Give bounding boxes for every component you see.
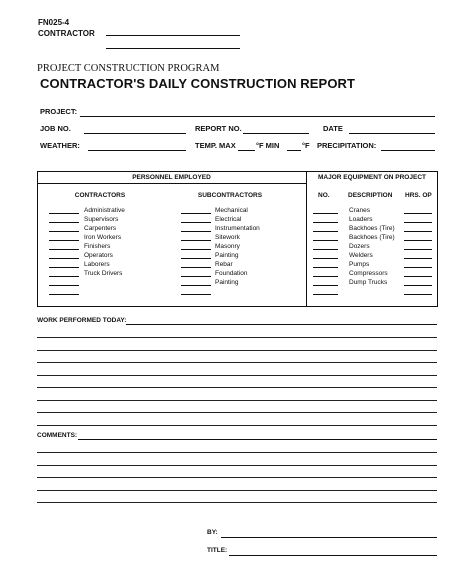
subcontractor-item: Electrical	[215, 216, 242, 223]
date-field[interactable]	[349, 133, 435, 134]
work-line[interactable]	[37, 412, 437, 413]
contractor-item: Truck Drivers	[84, 270, 123, 277]
equipment-hrs-field[interactable]	[404, 240, 432, 241]
subcontractor-item: Rebar	[215, 261, 233, 268]
project-label: PROJECT:	[40, 107, 78, 116]
subcontractor-item: Foundation	[215, 270, 248, 277]
equipment-title: MAJOR EQUIPMENT ON PROJECT	[318, 174, 426, 181]
subcontractor-item: Instrumentation	[215, 225, 260, 232]
equipment-no-field[interactable]	[313, 285, 338, 286]
subcontractor-item: Mechanical	[215, 207, 248, 214]
temp-min-label: °F MIN	[256, 141, 280, 150]
comment-line[interactable]	[37, 465, 437, 466]
report-title: CONTRACTOR'S DAILY CONSTRUCTION REPORT	[40, 76, 356, 91]
contractor-count-field[interactable]	[49, 240, 79, 241]
work-line[interactable]	[37, 400, 437, 401]
contractor-item: Operators	[84, 252, 113, 259]
equipment-no-field[interactable]	[313, 213, 338, 214]
contractor-count-field[interactable]	[49, 213, 79, 214]
equipment-no-field[interactable]	[313, 267, 338, 268]
report-no-field[interactable]	[243, 133, 309, 134]
subcontractor-count-field[interactable]	[181, 222, 211, 223]
work-performed-label: WORK PERFORMED TODAY:	[37, 317, 127, 324]
equipment-no-field[interactable]	[313, 258, 338, 259]
equipment-item: Pumps	[349, 261, 370, 268]
work-line[interactable]	[37, 337, 437, 338]
equipment-item: Cranes	[349, 207, 370, 214]
subcontractor-count-field[interactable]	[181, 249, 211, 250]
equipment-hrs-field[interactable]	[404, 213, 432, 214]
contractor-count-field[interactable]	[49, 294, 79, 295]
equipment-hrs-field[interactable]	[404, 294, 432, 295]
contractor-item: Carpenters	[84, 225, 117, 232]
precipitation-label: PRECIPITATION:	[317, 141, 377, 150]
equipment-hrs-field[interactable]	[404, 285, 432, 286]
comments-label: COMMENTS:	[37, 432, 78, 439]
comment-line[interactable]	[37, 452, 437, 453]
work-line[interactable]	[37, 350, 437, 351]
form-id: FN025-4	[38, 18, 70, 27]
comment-line[interactable]	[37, 477, 437, 478]
contractor-item: Administrative	[84, 207, 125, 214]
subcontractor-count-field[interactable]	[181, 285, 211, 286]
equipment-item: Loaders	[349, 216, 373, 223]
job-no-field[interactable]	[84, 133, 186, 134]
temp-max-label: TEMP. MAX	[195, 141, 236, 150]
subcontractor-item: Painting	[215, 279, 239, 286]
by-label: BY:	[207, 529, 218, 536]
equipment-item: Backhoes (Tire)	[349, 225, 395, 232]
project-field[interactable]	[80, 116, 435, 117]
title-label: TITLE:	[207, 547, 228, 554]
equipment-no-field[interactable]	[313, 240, 338, 241]
contractor-item: Finishers	[84, 243, 111, 250]
contractors-header: CONTRACTORS	[74, 192, 126, 199]
subcontractor-count-field[interactable]	[181, 213, 211, 214]
subcontractor-count-field[interactable]	[181, 294, 211, 295]
subcontractor-item: Sitework	[215, 234, 240, 241]
work-line[interactable]	[37, 362, 437, 363]
contractor-line-1[interactable]	[106, 35, 240, 36]
contractor-count-field[interactable]	[49, 222, 79, 223]
contractor-label: CONTRACTOR	[38, 29, 95, 38]
contractor-line-2[interactable]	[106, 48, 240, 49]
equipment-no-field[interactable]	[313, 294, 338, 295]
work-line[interactable]	[37, 425, 437, 426]
equipment-description-header: DESCRIPTION	[348, 192, 393, 199]
subcontractor-count-field[interactable]	[181, 258, 211, 259]
equipment-hrs-field[interactable]	[404, 267, 432, 268]
contractor-item: Iron Workers	[84, 234, 122, 241]
equipment-no-field[interactable]	[313, 231, 338, 232]
precipitation-field[interactable]	[381, 150, 435, 151]
equipment-item: Backhoes (Tire)	[349, 234, 395, 241]
contractor-count-field[interactable]	[49, 258, 79, 259]
weather-field[interactable]	[88, 150, 186, 151]
personnel-header-rule	[37, 183, 306, 184]
date-label: DATE	[323, 124, 343, 133]
subcontractor-count-field[interactable]	[181, 240, 211, 241]
temp-max-field[interactable]	[238, 150, 255, 151]
contractor-count-field[interactable]	[49, 249, 79, 250]
job-no-label: JOB NO.	[40, 124, 71, 133]
equipment-hrs-field[interactable]	[404, 258, 432, 259]
equipment-item: Compressors	[349, 270, 388, 277]
report-no-label: REPORT NO.	[195, 124, 242, 133]
equipment-hrs-header: HRS. OP	[405, 192, 432, 199]
subcontractors-header: SUBCONTRACTORS	[197, 192, 263, 199]
deg-f-label: °F	[302, 141, 310, 150]
contractor-count-field[interactable]	[49, 267, 79, 268]
by-field[interactable]	[221, 537, 437, 538]
temp-min-field[interactable]	[287, 150, 301, 151]
subcontractor-count-field[interactable]	[181, 276, 211, 277]
equipment-item: Dump Trucks	[349, 279, 388, 286]
comments-line-first[interactable]	[78, 439, 437, 440]
subcontractor-item: Painting	[215, 252, 239, 259]
equipment-item: Welders	[349, 252, 373, 259]
equipment-no-field[interactable]	[313, 249, 338, 250]
equipment-hrs-field[interactable]	[404, 231, 432, 232]
equipment-no-field[interactable]	[313, 276, 338, 277]
subcontractor-item: Masonry	[215, 243, 240, 250]
equipment-no-field[interactable]	[313, 222, 338, 223]
equipment-item: Dozers	[349, 243, 370, 250]
contractor-count-field[interactable]	[49, 231, 79, 232]
equipment-hrs-field[interactable]	[404, 276, 432, 277]
contractor-item: Supervisors	[84, 216, 119, 223]
personnel-title: PERSONNEL EMPLOYED	[132, 174, 211, 181]
title-field[interactable]	[229, 555, 437, 556]
program-title: PROJECT CONSTRUCTION PROGRAM	[37, 63, 220, 74]
table-divider	[306, 171, 307, 307]
equipment-hrs-field[interactable]	[404, 249, 432, 250]
subcontractor-count-field[interactable]	[181, 231, 211, 232]
work-line[interactable]	[37, 375, 437, 376]
contractor-count-field[interactable]	[49, 276, 79, 277]
contractor-item: Laborers	[84, 261, 110, 268]
contractor-count-field[interactable]	[49, 285, 79, 286]
equipment-no-header: NO.	[318, 192, 330, 199]
comment-line[interactable]	[37, 490, 437, 491]
comment-line[interactable]	[37, 502, 437, 503]
work-line-first[interactable]	[126, 324, 437, 325]
work-line[interactable]	[37, 387, 437, 388]
equipment-hrs-field[interactable]	[404, 222, 432, 223]
subcontractor-count-field[interactable]	[181, 267, 211, 268]
weather-label: WEATHER:	[40, 141, 80, 150]
